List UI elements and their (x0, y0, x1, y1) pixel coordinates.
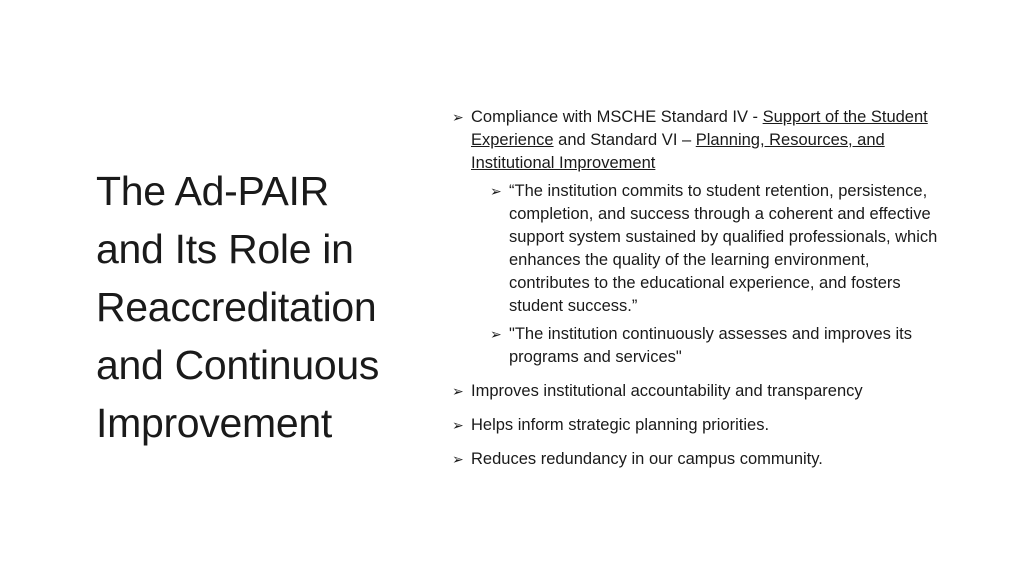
arrow-bullet-icon: ➢ (490, 183, 502, 199)
bullet-text: Compliance with MSCHE Standard IV - (471, 108, 763, 126)
bullet-item-accountability (452, 380, 952, 403)
title-line: Reaccreditation (96, 284, 377, 330)
title-line: Improvement (96, 400, 332, 446)
bullet-item-planning (452, 414, 952, 437)
standard-iv-link[interactable]: Support of the Student Experience (471, 108, 928, 149)
arrow-bullet-icon: ➢ (452, 383, 464, 399)
bullet-text: Helps inform strategic planning priorities. (471, 416, 770, 434)
bullet-text: “The institution commits to student retention, persistence, completion, and success through a coherent and effective support system sustained by qualified professionals, which enhances the quality of the learning environment, contributes to the educational experience, and fosters student success.” (509, 182, 938, 315)
title-line: The Ad-PAIR (96, 168, 329, 214)
bullet-text: Reduces redundancy in our campus community. (471, 450, 823, 468)
arrow-bullet-icon: ➢ (452, 451, 464, 467)
bullet-text: Improves institutional accountability and transparency (471, 382, 863, 400)
title-line: and Continuous (96, 342, 380, 388)
bullet-text: and Standard VI – (553, 131, 696, 149)
bullet-item-compliance (452, 106, 952, 175)
bullet-list (452, 106, 952, 482)
sub-bullet-item-assessment (490, 323, 952, 369)
standard-vi-link[interactable]: Planning, Resources, and Institutional Improvement (471, 131, 885, 172)
sub-bullet-item-retention (490, 180, 952, 318)
arrow-bullet-icon: ➢ (490, 326, 502, 342)
sub-bullet-list (452, 180, 952, 369)
slide-title (96, 162, 426, 452)
title-line: and Its Role in (96, 226, 354, 272)
arrow-bullet-icon: ➢ (452, 417, 464, 433)
bullet-item-redundancy (452, 448, 952, 471)
bullet-text: "The institution continuously assesses and improves its programs and services" (509, 325, 912, 366)
arrow-bullet-icon: ➢ (452, 109, 464, 125)
